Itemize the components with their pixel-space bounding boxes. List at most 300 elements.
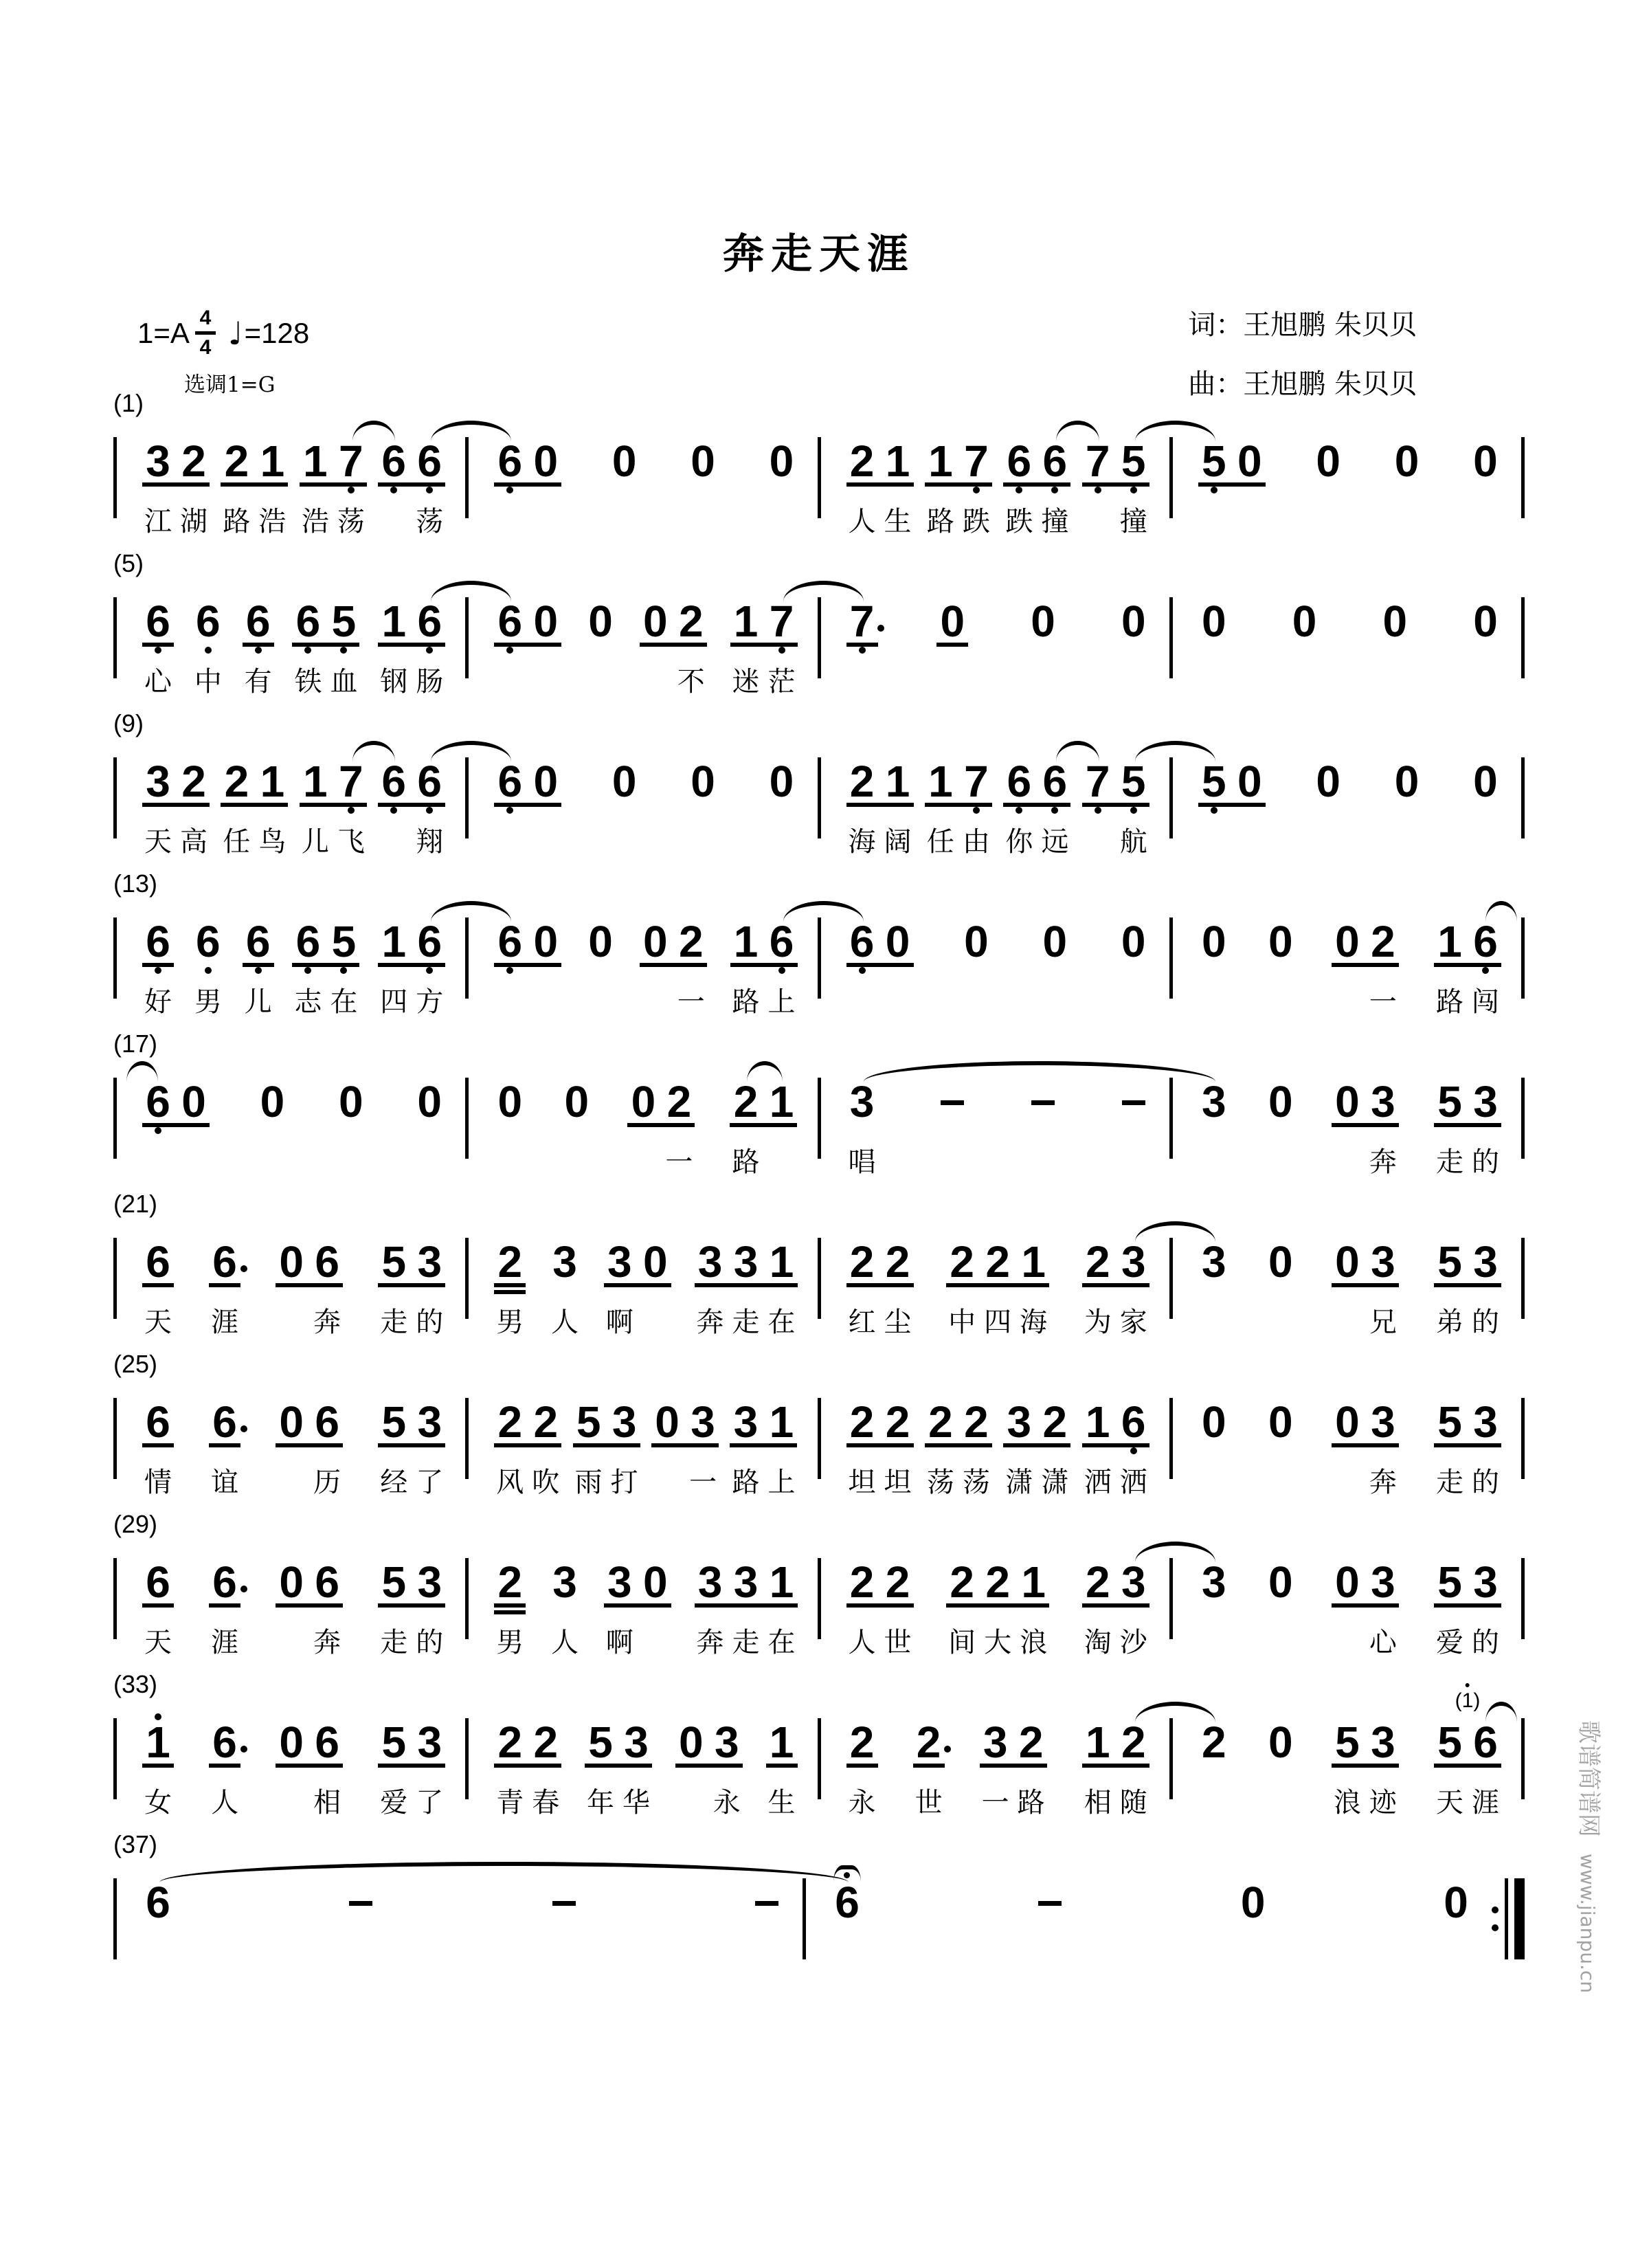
note-digit-glyph: 2 [950,1237,974,1287]
lyric-char: 走 [380,1307,408,1338]
note-digit [849,1077,875,1126]
note-digit-glyph: 6 [212,1717,237,1767]
note-digit-glyph: 3 [417,1397,442,1447]
score-line [113,1191,1525,1351]
note-digit-glyph: 3 [1473,1557,1498,1607]
note-digit [588,917,613,966]
lyric-char: 闯 [1471,986,1499,1018]
note-digit [146,1237,170,1287]
note-token [1016,1540,1051,1661]
lyric-char: 走 [732,1307,760,1338]
note-digit-glyph: 3 [1371,1237,1395,1287]
note-digit-glyph: 0 [1121,597,1146,646]
lyric-char: 不 [677,666,705,698]
note-token [923,740,958,860]
note-digit-glyph: 2 [497,1557,523,1607]
lyric-char: 春 [532,1787,560,1819]
note-token [333,1060,369,1181]
staff-row [113,419,1525,540]
note-digit [295,917,321,966]
beam-group [376,1380,447,1501]
low-octave-dot [778,647,785,654]
note-token [763,740,799,860]
note-token [528,740,563,860]
note-token [1330,900,1365,1021]
note-digit [985,1557,1010,1607]
note-digit [497,757,523,806]
time-signature-numerator: 4 [199,307,212,329]
note-digit-glyph: 2 [849,1557,875,1607]
note-digit [1335,1237,1360,1287]
note-digit-glyph: 6 [245,597,271,646]
note-token [625,1060,661,1181]
beam-group [728,1380,799,1501]
low-octave-dot [506,487,513,493]
note-digit [381,597,407,646]
lyric-char: 四 [380,986,408,1018]
note-digit [950,1557,974,1607]
note-digit-glyph: 0 [1201,917,1226,966]
staff-row [113,1860,1525,1981]
lyric-char: 航 [1119,826,1147,858]
measure-number-label: (29) [113,1510,158,1538]
measure-number-label: (13) [113,869,158,898]
note-token [140,1540,176,1661]
note-token [844,1540,880,1661]
note-digit-glyph: 2 [533,1397,559,1447]
note-token [1263,1380,1299,1501]
note-digit-glyph: 3 [552,1557,577,1607]
note-digit [1121,436,1146,486]
composer-credit: 曲：王旭鹏 朱贝贝 [1188,368,1417,400]
measure [821,1380,1169,1501]
note-token [1037,900,1073,1021]
lyric-char: 情 [144,1467,172,1498]
note-digit [983,1717,1008,1767]
note-digit-glyph: 0 [631,1077,656,1126]
note-digit-glyph: 0 [1268,917,1293,966]
lyric-char: 家 [1119,1307,1147,1338]
note-token [1001,740,1037,860]
note-digit [928,1397,953,1447]
note-digit [146,597,170,646]
beam-group [911,1700,947,1821]
lyric-char: 相 [313,1787,341,1819]
note-digit-glyph: 3 [1007,1397,1032,1447]
note-digit [916,1717,941,1767]
note-digit [655,1397,680,1447]
note-token [309,1540,345,1661]
note-digit-glyph: 0 [1201,597,1226,646]
staff-row [113,1220,1525,1341]
lyric-char: 迷 [732,666,760,698]
note-digit-glyph: 2 [1201,1717,1226,1767]
note-digit-glyph: 6 [295,597,321,646]
note-digit [1473,1717,1498,1767]
lyric-char: 啊 [605,1307,633,1338]
lyric-char: 人 [551,1627,579,1658]
lyric-char: 潇 [1005,1467,1033,1498]
note-token [607,1380,642,1501]
note-digit [1473,1397,1498,1447]
note-token [273,1220,309,1341]
note-digit [146,757,170,806]
note-token [607,419,642,540]
low-octave-dot [1095,807,1101,814]
note-digit [245,597,271,646]
measure [821,1700,1169,1821]
measure [117,1540,465,1661]
note-token [1310,740,1346,860]
note-digit [303,757,328,806]
low-octave-dot [340,967,347,974]
lyric-char: 上 [767,986,796,1018]
note-token [944,1540,980,1661]
note-digit-glyph: 0 [1042,917,1068,966]
note-digit-glyph: 1 [1021,1557,1046,1607]
note-token [1432,1540,1468,1661]
beam-group [140,1700,176,1821]
note-digit-glyph: 3 [697,1237,723,1287]
low-octave-dot [1482,967,1489,974]
lyric-char: 路 [732,1467,760,1498]
note-digit [1473,597,1498,646]
note-token [273,1700,309,1821]
measure [117,419,465,540]
lyric-char: 奔 [1369,1146,1397,1178]
lyric-char: 铁 [294,666,322,698]
note-digit-glyph: 2 [497,1397,523,1447]
beam-group [492,1060,528,1181]
note-digit-glyph: 2 [964,1397,989,1447]
note-token [1365,1060,1401,1181]
note-digit [928,436,953,486]
note-digit [146,1077,170,1126]
note-digit [315,1237,339,1287]
note-digit [417,1717,442,1767]
note-digit [1085,1717,1110,1767]
note-digit-glyph: 6 [417,917,442,966]
note-token [254,1060,290,1181]
note-digit-glyph: 0 [1237,436,1262,486]
note-digit-glyph: 2 [1042,1397,1068,1447]
note-digit [1292,597,1317,646]
note-digit [1021,1237,1046,1287]
note-digit [1201,1237,1226,1287]
note-digit [1335,917,1360,966]
note-token [649,1380,685,1501]
note-digit [642,917,668,966]
note-digit [1268,1557,1293,1607]
beam-group [1432,1220,1503,1341]
note-digit [733,1237,759,1287]
score-line [113,1031,1525,1191]
note-digit [1371,1397,1395,1447]
lyric-char: 荡 [962,1467,990,1498]
note-digit-glyph: 2 [985,1237,1010,1287]
note-digit [196,917,221,966]
lyric-char: 淘 [1084,1627,1112,1658]
note-digit-glyph: 0 [588,917,613,966]
note-token [207,1540,243,1661]
beam-group [625,1060,697,1181]
note-token [602,1540,638,1661]
note-digit [1121,1717,1146,1767]
note-token [602,1220,638,1341]
note-digit [1237,757,1262,806]
note-digit [279,1397,304,1447]
note-digit-glyph: 6 [1042,757,1068,806]
score-line [113,390,1525,551]
note-digit-glyph: 0 [691,436,715,486]
beam-group [602,1540,673,1661]
note-digit [1201,757,1226,806]
note-token [376,1220,412,1341]
note-token [412,1380,447,1501]
note-digit [196,597,221,646]
beam-group [492,1380,563,1501]
low-octave-dot [205,967,212,974]
note-token [1263,1060,1299,1181]
beam-group [1116,900,1152,1021]
note-token [528,900,563,1021]
note-digit-glyph: 0 [1031,597,1055,646]
note-token [1232,419,1268,540]
note-token [376,900,412,1021]
beam-group [140,900,176,1021]
note-digit [146,917,170,966]
low-octave-dot [506,807,513,814]
note-digit [417,917,442,966]
beam-group [412,1060,447,1181]
note-digit [417,757,442,806]
note-digit [1085,436,1110,486]
note-digit-glyph: 5 [1437,1557,1462,1607]
measure [469,740,817,860]
note-digit-glyph: 0 [339,1077,363,1126]
note-digit-glyph: 0 [1335,1557,1360,1607]
lyric-char: 永 [713,1787,741,1819]
note-digit [1201,1557,1226,1607]
lyric-char: 中 [948,1307,976,1338]
note-digit-glyph: 6 [1007,757,1032,806]
lyric-char: 谊 [211,1467,239,1498]
beam-group [583,579,618,700]
lyric-char: 你 [1005,826,1033,858]
lyric-char: 历 [313,1467,341,1498]
note-digit-glyph: 6 [1042,436,1068,486]
note-digit-glyph: 0 [497,1077,523,1126]
note-digit-glyph: 0 [1473,757,1498,806]
note-digit-glyph: 7 [964,757,989,806]
beam-group [571,1380,642,1501]
note-digit [533,597,559,646]
note-token [764,1700,800,1821]
note-token [673,579,709,700]
note-digit-glyph: 1 [769,1397,794,1447]
note-digit [1201,436,1226,486]
note-digit [1268,1717,1293,1767]
note-digit-glyph: 6 [381,436,407,486]
note-digit-glyph: 3 [1371,1557,1395,1607]
measure [1173,1540,1521,1661]
low-octave-dot [859,967,866,974]
beam-group [693,1540,800,1661]
note-digit [212,1237,237,1287]
staff-row [113,1540,1525,1661]
note-digit [417,1077,442,1126]
lyric-char: 奔 [696,1627,724,1658]
note-digit-glyph: 2 [1085,1557,1110,1607]
note-digit-glyph: 2 [1371,917,1395,966]
note-token [944,1220,980,1341]
note-digit [849,1557,875,1607]
note-token [844,1700,880,1821]
note-digit [339,1077,363,1126]
note-digit [1268,1237,1293,1287]
note-digit [733,1077,759,1126]
lyric-char: 风 [496,1467,524,1498]
note-digit-glyph: 5 [1121,757,1146,806]
lyric-char: 世 [884,1627,912,1658]
lyric-char: 方 [416,986,444,1018]
note-token [980,1540,1016,1661]
note-digit [1018,1717,1044,1767]
measure [469,419,817,540]
note-digit-glyph: 3 [714,1717,739,1767]
beam-group [140,419,212,540]
note-digit [769,1557,794,1607]
note-digit-glyph: 1 [769,1077,794,1126]
note-digit [146,436,170,486]
lyric-char: 相 [1084,1787,1112,1819]
note-digit [533,1397,559,1447]
lyric-char: 生 [767,1787,796,1819]
note-digit-glyph: 3 [612,1397,637,1447]
beam-group [207,1380,243,1501]
note-digit [714,1717,739,1767]
beam-group [1196,1380,1232,1501]
beam-group [638,900,709,1021]
note-token [1196,1380,1232,1501]
note-token [1310,419,1346,540]
note-digit-glyph: 6 [196,597,221,646]
note-token [1001,1380,1037,1501]
measure [117,740,465,860]
note-token [958,900,994,1021]
note-digit [950,1237,974,1287]
note-digit-glyph: 3 [624,1717,649,1767]
note-token [309,1700,345,1821]
note-digit [1437,1557,1462,1607]
note-digit [733,1397,759,1447]
measure [821,419,1169,540]
note-digit [1316,757,1340,806]
note-token [176,740,212,860]
measure [821,740,1169,860]
score-line [113,711,1525,871]
lyric-char: 高 [180,826,207,858]
measure [469,1380,817,1501]
note-token [376,579,412,700]
note-digit [941,1083,964,1123]
lyric-char: 儿 [301,826,329,858]
note-digit [964,1397,989,1447]
barline [1521,437,1525,518]
note-digit-glyph: 2 [849,1717,875,1767]
note-token [673,900,709,1021]
note-token [1263,900,1299,1021]
beam-group [140,1220,176,1341]
note-digit-glyph: 2 [916,1717,941,1767]
note-digit-glyph: 2 [1121,1717,1146,1767]
beam-group [1330,1060,1401,1181]
note-digit [381,917,407,966]
note-digit [642,1237,668,1287]
note-token [207,1700,243,1821]
low-octave-dot [304,647,311,654]
note-token [298,419,333,540]
note-digit-glyph: 6 [497,757,523,806]
note-digit [552,1237,577,1287]
note-digit [381,1397,407,1447]
note-token [1432,1700,1468,1821]
note-token [1468,1540,1503,1661]
note-digit [769,1717,794,1767]
lyric-char: 为 [1084,1307,1112,1338]
note-digit-glyph: 2 [733,1077,759,1126]
lyric-char: 奔 [1369,1467,1397,1498]
lyric-char: 天 [1435,1787,1463,1819]
note-digit-glyph: 0 [1240,1878,1266,1927]
beam-group [649,1380,721,1501]
note-token [528,1380,563,1501]
note-digit-glyph: 0 [533,597,559,646]
duration-dash [552,1901,576,1906]
note-token [1432,1380,1468,1501]
note-token [685,740,721,860]
note-digit [1371,1237,1395,1287]
note-digit-glyph: 1 [381,917,407,966]
lyric-char: 浪 [1020,1627,1048,1658]
barline [1521,1398,1525,1479]
beam-group [1287,579,1323,700]
note-digit [1394,436,1420,486]
beam-group [190,579,226,700]
note-digit-glyph: 0 [279,1557,304,1607]
note-digit [1201,1077,1226,1126]
note-digit [552,1557,577,1607]
measure [821,1220,1169,1341]
beam-group [1432,1060,1503,1181]
note-token [273,1380,309,1501]
note-digit-glyph: 3 [552,1237,577,1287]
end-repeat-barline [1492,1878,1525,1959]
beam-group [273,1540,345,1661]
measure-number-label: (17) [113,1030,158,1058]
beam-group [140,579,176,700]
dotted-note-dot [240,1746,247,1753]
beam-group [492,1540,528,1661]
measure [117,579,465,700]
note-lower-area [546,1924,582,1939]
note-digit-glyph: 6 [497,597,523,646]
note-digit-glyph: 2 [885,1397,910,1447]
note-digit-glyph: 1 [928,757,953,806]
note-digit-glyph: 0 [691,757,715,806]
beam-group [1310,419,1346,540]
note-digit-glyph: 0 [1444,1878,1468,1927]
